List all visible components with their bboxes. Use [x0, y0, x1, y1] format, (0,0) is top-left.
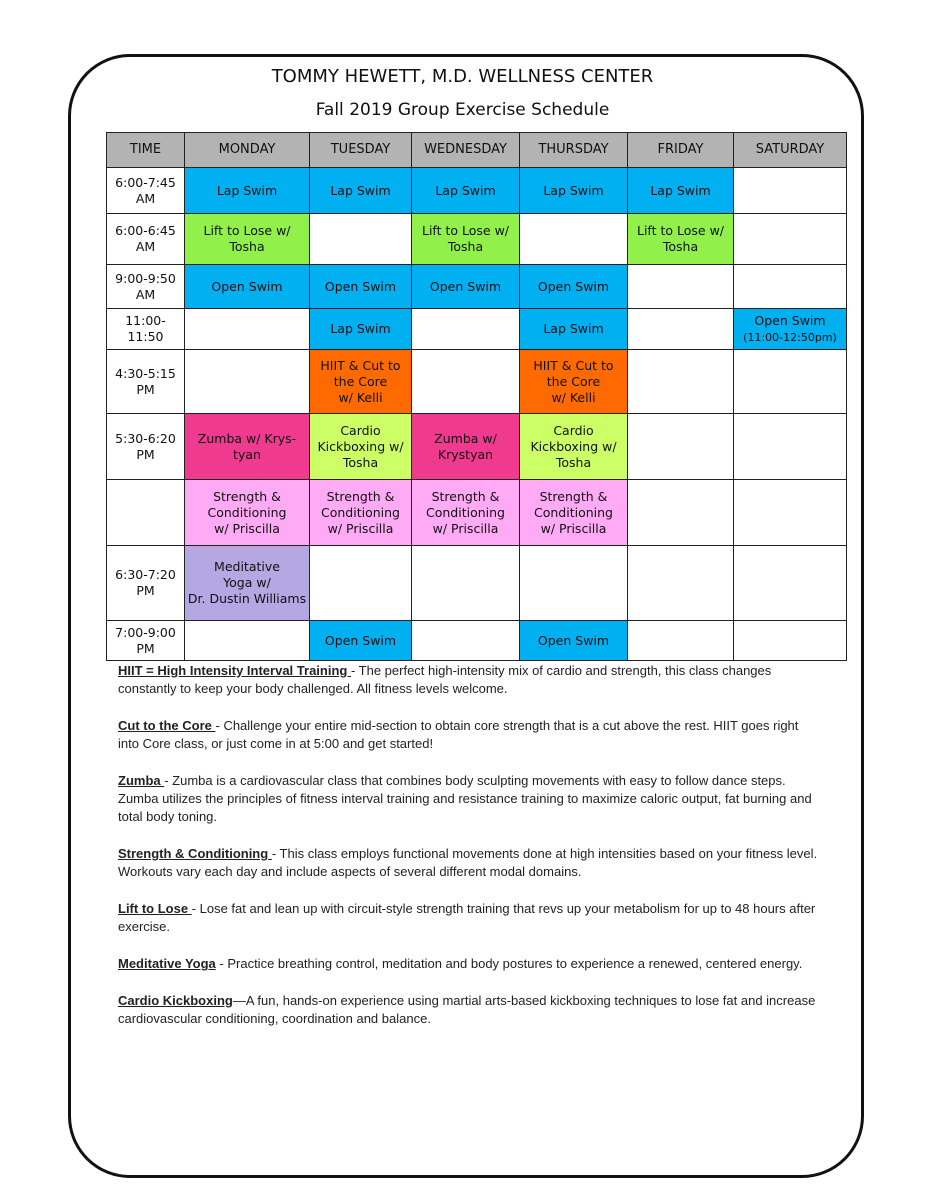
cell-text-line: Zumba w/ [434, 430, 497, 446]
table-row [107, 350, 847, 414]
cell-text-line: Open Swim [537, 278, 610, 294]
cell-text-line: w/ Priscilla [214, 520, 280, 536]
time-cell [107, 168, 185, 214]
class-cell [734, 214, 847, 265]
time-cell [107, 621, 185, 661]
definition-text: - Challenge your entire mid-section to obtain core strength that is a cut above the rest. HIIT goes right into Core class, or just come in at 5:00 and get started! [118, 718, 799, 751]
cell-text-line: Krystyan [437, 446, 494, 462]
cell-text-line: 6:00-7:45 [115, 174, 176, 190]
class-cell [520, 480, 628, 546]
definition-term: Zumba [118, 773, 165, 788]
class-cell [520, 214, 628, 265]
table-header-row [107, 133, 847, 168]
definition-text: - Lose fat and lean up with circuit-style strength training that revs up your metabolism for up to 48 hours after exercise. [118, 901, 816, 934]
class-cell [185, 309, 310, 350]
cell-text-line: Cardio [340, 422, 381, 438]
cell-text-line: Tosha [447, 239, 484, 254]
class-cell [310, 168, 412, 214]
cell-text-line: tyan [233, 446, 261, 462]
definition-paragraph [118, 662, 818, 698]
cell-text-line: Lap Swim [543, 182, 604, 198]
column-header-time: TIME [107, 133, 185, 168]
table-row [107, 168, 847, 214]
column-header-tuesday: TUESDAY [310, 133, 412, 168]
column-header-monday: MONDAY [185, 133, 310, 168]
class-cell [185, 480, 310, 546]
definition-paragraph [118, 992, 818, 1028]
class-cell [628, 480, 734, 546]
page-title: TOMMY HEWETT, M.D. WELLNESS CENTER [271, 66, 654, 87]
definition-text: - Practice breathing control, meditation and body postures to experience a renewed, centered energy. [215, 956, 803, 971]
class-cell [520, 546, 628, 621]
class-cell [520, 168, 628, 214]
cell-text-line: Tosha [662, 239, 699, 254]
cell-text-line: Lift to Lose w/ [636, 223, 725, 238]
cell-text-line: Lap Swim [543, 321, 604, 336]
class-cell [310, 309, 412, 350]
cell-text-line: Kickboxing w/ [317, 438, 404, 454]
cell-text-line: 7:00-9:00 [115, 624, 176, 640]
cell-text-line: Lift to Lose w/ [203, 223, 291, 238]
cell-text-line: Open Swim [537, 632, 610, 648]
table-row [107, 546, 847, 621]
class-cell [628, 621, 734, 661]
cell-text-line: AM [135, 286, 156, 302]
class-cell [412, 214, 520, 265]
definition-text: - This class employs functional movements done at high intensities based on your fitness level. Workouts vary each day and include aspects of several different modal domains. [118, 846, 818, 879]
cell-text-line: PM [136, 446, 155, 462]
class-cell [412, 621, 520, 661]
class-cell [185, 546, 310, 621]
definition-term: Strength & Conditioning [118, 846, 272, 861]
class-cell [628, 546, 734, 621]
time-cell [107, 414, 185, 480]
cell-text-line: 5:30-6:20 [115, 430, 176, 446]
column-header-friday: FRIDAY [628, 133, 734, 168]
schedule-table [106, 132, 847, 661]
time-cell [107, 546, 185, 621]
cell-text-line: Open Swim [324, 278, 397, 294]
class-cell [310, 214, 412, 265]
cell-text-line: Lift to Lose w/ [421, 223, 510, 238]
class-cell [412, 168, 520, 214]
class-cell [628, 309, 734, 350]
class-cell [520, 309, 628, 350]
cell-text-line: Strength & [431, 488, 500, 504]
cell-text-line: Lap Swim [435, 182, 496, 198]
class-cell [628, 414, 734, 480]
cell-text-line: Lap Swim [330, 321, 391, 336]
definition-term: HIIT = High Intensity Interval Training [118, 663, 351, 678]
cell-text-line: w/ Kelli [338, 389, 383, 405]
class-cell [310, 350, 412, 414]
cell-text-line: PM [136, 640, 155, 656]
class-cell [520, 621, 628, 661]
time-cell [107, 480, 185, 546]
class-cell [310, 265, 412, 309]
cell-text-line: Lap Swim [650, 182, 711, 198]
cell-text-line: PM [136, 583, 155, 598]
table-row [107, 621, 847, 661]
table-row [107, 214, 847, 265]
cell-text-line: 6:00-6:45 [115, 223, 176, 238]
cell-text-line: w/ Priscilla [327, 520, 394, 536]
definition-paragraph [118, 955, 818, 973]
class-cell [734, 265, 847, 309]
cell-text-line: 6:30-7:20 [115, 567, 176, 582]
cell-text-line: w/ Priscilla [540, 520, 607, 536]
page-subtitle: Fall 2019 Group Exercise Schedule [315, 100, 610, 120]
table-row [107, 265, 847, 309]
time-cell [107, 214, 185, 265]
definition-term: Meditative Yoga [118, 956, 216, 971]
cell-text-line: HIIT & Cut to [533, 357, 614, 373]
table-row [107, 414, 847, 480]
definition-term: Cardio Kickboxing [118, 993, 233, 1008]
class-cell [310, 546, 412, 621]
cell-text-line: Conditioning [207, 504, 287, 520]
cell-text-line: Conditioning [426, 504, 505, 520]
class-definitions [118, 662, 818, 1047]
class-cell [734, 480, 847, 546]
column-header-thursday: THURSDAY [520, 133, 628, 168]
cell-text-line: w/ Priscilla [432, 520, 499, 536]
class-cell [310, 621, 412, 661]
cell-text-line: Conditioning [534, 504, 613, 520]
definition-paragraph [118, 717, 818, 753]
table-row [107, 309, 847, 350]
definition-term: Cut to the Core [118, 718, 216, 733]
cell-text-line: Strength & [539, 488, 608, 504]
definition-text: - Zumba is a cardiovascular class that combines body sculpting movements with easy to follow dance steps. Zumba utilizes the principles of fitness interval training and resistance training to maximize caloric output, fat burning and total body toning. [118, 773, 812, 824]
cell-text-line: Conditioning [321, 504, 400, 520]
definition-term: Lift to Lose [118, 901, 192, 916]
definition-text: - The perfect high-intensity mix of cardio and strength, this class changes constantly to keep your body challenged. All fitness levels welcome. [118, 663, 772, 696]
cell-text-line: Yoga w/ [223, 575, 271, 590]
cell-text-line: Tosha [342, 454, 379, 470]
class-cell [412, 265, 520, 309]
time-cell [107, 309, 185, 350]
cell-text-line: AM [135, 239, 156, 254]
definition-paragraph [118, 900, 818, 936]
cell-text-line: Lap Swim [330, 182, 391, 198]
definition-text: —A fun, hands-on experience using martial arts-based kickboxing techniques to lose fat and increase cardiovascular conditioning, coordination and balance. [118, 993, 816, 1026]
cell-text-line: Strength & [213, 488, 281, 504]
column-header-saturday: SATURDAY [734, 133, 847, 168]
cell-text-line: Strength & [326, 488, 395, 504]
cell-text-line: Open Swim [429, 278, 502, 294]
class-cell [185, 414, 310, 480]
class-cell [734, 414, 847, 480]
class-cell [520, 414, 628, 480]
cell-text-line: 4:30-5:15 [115, 365, 176, 381]
class-cell [734, 309, 847, 350]
definition-paragraph [118, 772, 818, 826]
class-cell [185, 621, 310, 661]
column-header-wednesday: WEDNESDAY [412, 133, 520, 168]
class-cell [185, 350, 310, 414]
class-cell [628, 214, 734, 265]
class-cell [412, 546, 520, 621]
time-cell [107, 265, 185, 309]
class-cell [185, 168, 310, 214]
cell-text-line: Cardio [553, 422, 594, 438]
cell-text-line: Open Swim [754, 313, 826, 328]
definition-paragraph [118, 845, 818, 881]
cell-text-line: w/ Kelli [551, 389, 596, 405]
time-cell [107, 350, 185, 414]
cell-text-line: 9:00-9:50 [115, 270, 176, 286]
cell-text-line: Zumba w/ Krys- [197, 430, 297, 446]
class-cell [628, 168, 734, 214]
cell-text-line: Open Swim [324, 632, 397, 648]
class-cell [412, 350, 520, 414]
cell-text-line: 11:00-11:50 [125, 313, 166, 344]
class-cell [628, 350, 734, 414]
cell-text-line: (11:00-12:50pm) [743, 331, 837, 344]
cell-text-line: Kickboxing w/ [530, 438, 617, 454]
class-cell [628, 265, 734, 309]
class-cell [412, 480, 520, 546]
class-cell [412, 414, 520, 480]
class-cell [734, 621, 847, 661]
cell-text-line: Tosha [229, 239, 265, 254]
class-cell [520, 350, 628, 414]
class-cell [520, 265, 628, 309]
class-cell [185, 265, 310, 309]
cell-text-line: Meditative [214, 559, 280, 574]
table-row [107, 480, 847, 546]
cell-text-line: HIIT & Cut to [320, 357, 401, 373]
cell-text-line: Tosha [555, 454, 592, 470]
cell-text-line: AM [135, 190, 156, 206]
cell-text-line: the Core [333, 373, 388, 389]
class-cell [310, 414, 412, 480]
class-cell [734, 350, 847, 414]
class-cell [734, 168, 847, 214]
cell-text-line: Open Swim [211, 278, 283, 294]
class-cell [734, 546, 847, 621]
cell-text-line: PM [136, 381, 155, 397]
class-cell [310, 480, 412, 546]
cell-text-line: Lap Swim [216, 182, 278, 198]
class-cell [412, 309, 520, 350]
cell-text-line: Dr. Dustin Williams [187, 591, 307, 606]
cell-text-line: the Core [546, 373, 601, 389]
class-cell [185, 214, 310, 265]
